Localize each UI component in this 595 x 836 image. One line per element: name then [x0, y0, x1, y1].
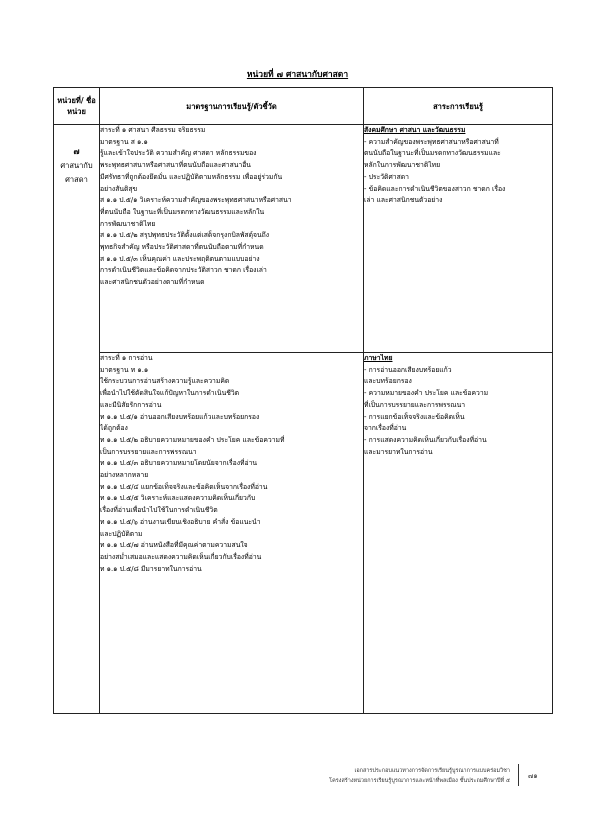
- content-cell: [364, 353, 553, 714]
- content-heading: สังคมศึกษา ศาสนา และวัฒนธรรม: [364, 126, 466, 134]
- standards-line: และปฏิบัติตาม: [100, 529, 143, 538]
- standards-line: สาระที่ ๑ ศาสนา ศีลธรรม จริยธรรม: [100, 126, 206, 134]
- standards-line: อย่างหลากหลาย: [100, 471, 149, 480]
- content-line: จากเรื่องที่อ่าน: [364, 424, 407, 433]
- unit-name: ศาสนากับ ศาสดา: [60, 161, 93, 184]
- page-title: หน่วยที่ ๗ ศาสนากับศาสดา: [246, 70, 349, 80]
- standards-line: ท ๑.๑ ป.๕/๔ แยกข้อเท็จจริงและข้อคิดเห็นจากเรื่องที่อ่าน: [100, 482, 268, 491]
- standards-line: เรื่องที่อ่านเพื่อนำไปใช้ในการดำเนินชีวิต: [100, 506, 218, 515]
- standards-line: ใช้กระบวนการอ่านสร้างความรู้และความคิด: [100, 377, 230, 386]
- standards-line: การพัฒนาชาติไทย: [100, 219, 156, 228]
- standards-line: ได้ถูกต้อง: [100, 424, 128, 433]
- content-cell: [364, 125, 553, 353]
- standards-line: ที่ตนนับถือ ในฐานะที่เป็นมรดกทางวัฒนธรรมและหลักใน: [100, 207, 265, 216]
- standards-line: เป็นการบรรยายและการพรรณนา: [100, 447, 197, 456]
- content-line: - การแสดงความคิดเห็นเกี่ยวกับเรื่องที่อ่าน: [364, 435, 487, 444]
- standards-line: พุทธกิจสำคัญ หรือประวัติศาสดาที่ตนนับถือตามที่กำหนด: [100, 243, 264, 252]
- standards-line: เพื่อนำไปใช้ตัดสินใจแก้ปัญหาในการดำเนินชีวิต: [100, 389, 240, 398]
- content-line: และบทร้อยกรอง: [364, 377, 412, 386]
- standards-line: สาระที่ ๑ การอ่าน: [100, 354, 153, 362]
- unit-number: ๗: [73, 147, 80, 156]
- standards-line: ส ๑.๑ ป.๕/๓ เห็นคุณค่า และประพฤติตนตามแบบอย่าง: [100, 254, 260, 263]
- standards-line: มาตรฐาน ส ๑.๑: [100, 137, 148, 146]
- content-line: - ความหมายของคำ ประโยค และข้อความ: [364, 389, 489, 398]
- footer-line: เอกสารประกอบแนวทางการจัดการเรียนรู้บูรณาการแบบคร่อมวิชา: [354, 768, 510, 774]
- content-line: - ประวัติศาสดา: [364, 172, 409, 181]
- header-standards: มาตรฐานการเรียนรู้/ตัวชี้วัด: [100, 88, 364, 125]
- standards-line: ท ๑.๑ ป.๕/๗ อ่านหนังสือที่มีคุณค่าตามความสนใจ: [100, 541, 248, 550]
- standards-line: มีศรัทธาที่ถูกต้องยึดมั่น และปฏิบัติตามหลักธรรม เพื่ออยู่ร่วมกัน: [100, 172, 283, 181]
- standards-line: พระพุทธศาสนาหรือศาสนาที่ตนนับถือและศาสนาอื่น: [100, 161, 251, 170]
- standards-line: ท ๑.๑ ป.๕/๘ มีมารยาทในการอ่าน: [100, 564, 202, 573]
- standards-line: ส ๑.๑ ป.๕/๒ สรุปพุทธประวัติตั้งแต่เสด็จกรุงกบิลพัสดุ์จนถึง: [100, 231, 270, 240]
- standards-cell: [100, 353, 364, 714]
- content-line: หลักในการพัฒนาชาติไทย: [364, 161, 441, 170]
- content-heading: ภาษาไทย: [364, 354, 393, 362]
- footer-line: โครงสร้างหน่วยการเรียนรู้บูรณาการและหน้าที่พลเมือง ชั้นประถมศึกษาปีที่ ๕: [329, 778, 510, 784]
- standards-line: มาตรฐาน ท ๑.๑: [100, 365, 149, 374]
- standards-line: และศาสนิกชนตัวอย่างตามที่กำหนด: [100, 278, 205, 287]
- header-unit: หน่วยที่/ ชื่อหน่วย: [54, 88, 100, 125]
- content-line: เล่า และศาสนิกชนตัวอย่าง: [364, 196, 443, 205]
- content-line: ที่เป็นการบรรยายและการพรรณนา: [364, 400, 466, 409]
- standards-line: ท ๑.๑ ป.๕/๖ อ่านงานเขียนเชิงอธิบาย คำสั่ง ข้อแนะนำ: [100, 517, 261, 526]
- content-line: ตนนับถือในฐานะที่เป็นมรดกทางวัฒนธรรมและ: [364, 149, 501, 158]
- content-line: - การอ่านออกเสียงบทร้อยแก้ว: [364, 365, 452, 374]
- standards-line: ท ๑.๑ ป.๕/๑ อ่านออกเสียงบทร้อยแก้วและบทร้อยกรอง: [100, 412, 260, 421]
- content-line: - ข้อคิดและการดำเนินชีวิตของสาวก ชาดก เรื่อง: [364, 184, 506, 193]
- footer-divider: [518, 764, 519, 786]
- page-number: ๗๑: [528, 772, 538, 780]
- standards-line: และมีนิสัยรักการอ่าน: [100, 400, 162, 409]
- content-line: - การแยกข้อเท็จจริงและข้อคิดเห็น: [364, 412, 465, 421]
- table-row: [54, 125, 553, 353]
- standards-cell: [100, 125, 364, 353]
- standards-line: อย่างสม่ำเสมอและแสดงความคิดเห็นเกี่ยวกับเรื่องที่อ่าน: [100, 552, 262, 561]
- content-line: - ความสำคัญของพระพุทธศาสนาหรือศาสนาที่: [364, 137, 499, 146]
- standards-line: อย่างสันติสุข: [100, 184, 138, 193]
- footer-text: [230, 766, 510, 786]
- standards-line: ท ๑.๑ ป.๕/๒ อธิบายความหมายของคำ ประโยค และข้อความที่: [100, 435, 285, 444]
- standards-line: ท ๑.๑ ป.๕/๓ อธิบายความหมายโดยนัยจากเรื่องที่อ่าน: [100, 459, 258, 468]
- table-row: [54, 353, 553, 714]
- content-line: และมารยาทในการอ่าน: [364, 447, 433, 456]
- standards-line: ท ๑.๑ ป.๕/๕ วิเคราะห์และแสดงความคิดเห็นเกี่ยวกับ: [100, 494, 256, 503]
- standards-line: การดำเนินชีวิตและข้อคิดจากประวัติสาวก ชาดก เรื่องเล่า: [100, 266, 267, 275]
- standards-line: ส ๑.๑ ป.๕/๑ วิเคราะห์ความสำคัญของพระพุทธศาสนาหรือศาสนา: [100, 196, 292, 205]
- header-content: สาระการเรียนรู้: [364, 88, 553, 125]
- unit-cell: [54, 125, 100, 714]
- standards-line: รู้และเข้าใจประวัติ ความสำคัญ ศาสดา หลักธรรมของ: [100, 149, 257, 158]
- table-header-row: [54, 88, 553, 125]
- curriculum-table: [53, 87, 553, 714]
